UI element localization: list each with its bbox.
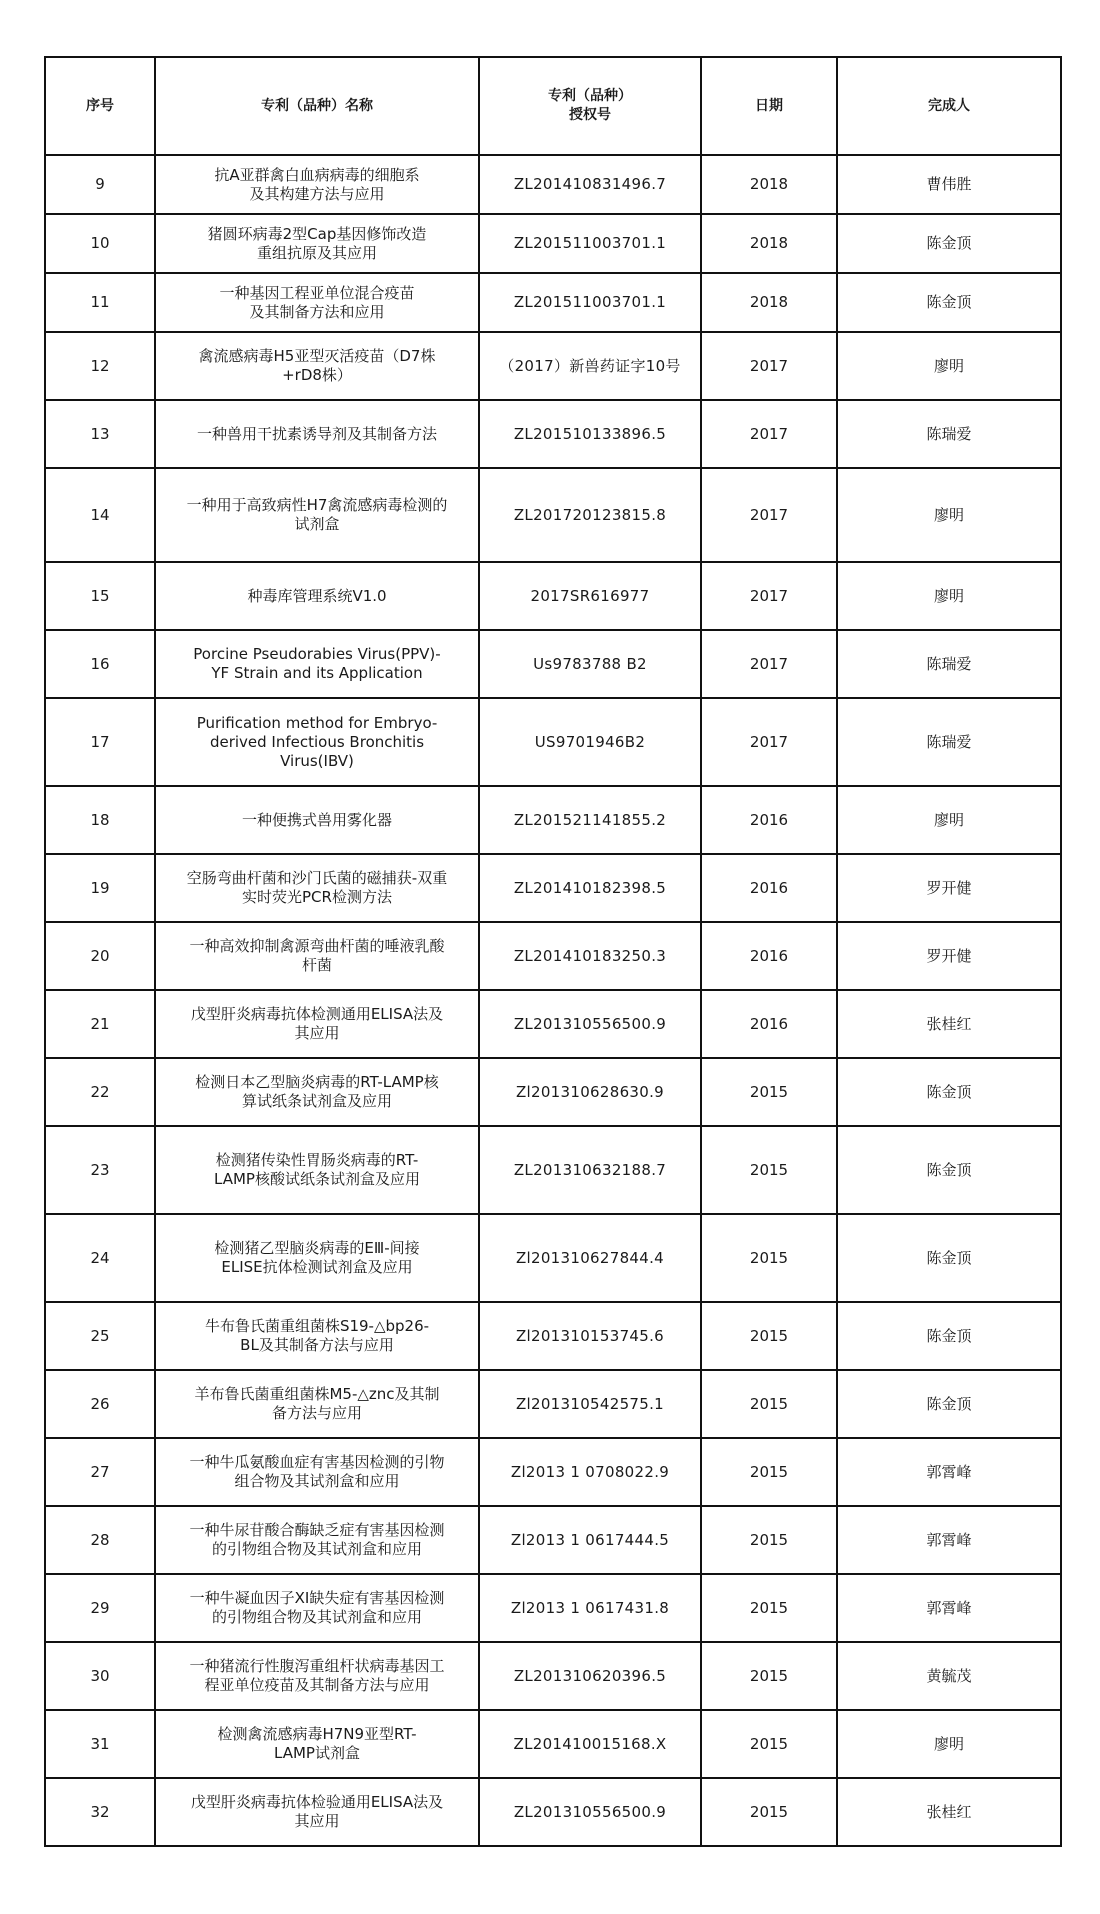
cell-person: 郭霄峰: [837, 1506, 1061, 1574]
cell-person: 陈瑞爱: [837, 630, 1061, 698]
cell-person: 陈金顶: [837, 1302, 1061, 1370]
cell-auth: ZL201310632188.7: [479, 1126, 701, 1214]
cell-name: [155, 1302, 479, 1370]
cell-name: [155, 922, 479, 990]
cell-seq: 27: [45, 1438, 155, 1506]
cell-auth: Us9783788 B2: [479, 630, 701, 698]
cell-seq: 17: [45, 698, 155, 786]
cell-person: 曹伟胜: [837, 155, 1061, 214]
cell-name-line: 一种用于高致病性H7禽流感病毒检测的: [186, 496, 448, 514]
cell-name-line: 的引物组合物及其试剂盒和应用: [211, 1608, 422, 1626]
table-row: [45, 214, 1061, 273]
table-row: [45, 1778, 1061, 1846]
table-row: [45, 400, 1061, 468]
cell-person: 陈金顶: [837, 273, 1061, 332]
cell-seq: 13: [45, 400, 155, 468]
table-row: [45, 1058, 1061, 1126]
cell-name-line: 组合物及其试剂盒和应用: [234, 1472, 400, 1490]
cell-name-line: 戊型肝炎病毒抗体检验通用ELISA法及: [190, 1793, 444, 1811]
cell-name: [155, 468, 479, 562]
table-row: [45, 273, 1061, 332]
cell-auth: Zl201310153745.6: [479, 1302, 701, 1370]
cell-person: 陈金顶: [837, 214, 1061, 273]
cell-person: 陈瑞爱: [837, 698, 1061, 786]
cell-name-line: Porcine Pseudorabies Virus(PPV)-: [193, 645, 441, 663]
cell-name: [155, 1126, 479, 1214]
cell-name: [155, 1778, 479, 1846]
cell-seq: 25: [45, 1302, 155, 1370]
cell-auth: ZL201510133896.5: [479, 400, 701, 468]
cell-date: 2015: [701, 1778, 837, 1846]
cell-name: [155, 400, 479, 468]
table-row: [45, 922, 1061, 990]
table-body: [45, 155, 1061, 1846]
cell-date: 2016: [701, 990, 837, 1058]
cell-seq: 24: [45, 1214, 155, 1302]
cell-name-line: 其应用: [294, 1024, 340, 1042]
cell-name-line: derived Infectious Bronchitis: [209, 732, 425, 751]
cell-seq: 11: [45, 273, 155, 332]
cell-name-line: 杆菌: [301, 956, 332, 974]
cell-seq: 30: [45, 1642, 155, 1710]
cell-name-line: 程亚单位疫苗及其制备方法与应用: [204, 1676, 430, 1694]
cell-date: 2015: [701, 1574, 837, 1642]
cell-name-line: 一种牛尿苷酸合酶缺乏症有害基因检测: [189, 1521, 445, 1539]
cell-name-line: 牛布鲁氏菌重组菌株S19-△bp26-: [204, 1317, 430, 1335]
cell-date: 2015: [701, 1506, 837, 1574]
cell-name: [155, 273, 479, 332]
cell-name-line: ELISE抗体检测试剂盒及应用: [221, 1258, 413, 1276]
cell-name-line: 种毒库管理系统V1.0: [247, 586, 387, 605]
cell-date: 2017: [701, 698, 837, 786]
cell-name-line: LAMP试剂盒: [274, 1744, 360, 1762]
cell-name: [155, 786, 479, 854]
cell-date: 2015: [701, 1126, 837, 1214]
cell-person: 陈金顶: [837, 1370, 1061, 1438]
cell-person: 陈瑞爱: [837, 400, 1061, 468]
cell-name: [155, 1058, 479, 1126]
cell-name: [155, 854, 479, 922]
cell-seq: 10: [45, 214, 155, 273]
cell-name-line: 检测猪乙型脑炎病毒的EⅢ-间接: [214, 1239, 420, 1257]
header-auth-line2: 授权号: [569, 107, 611, 123]
cell-name: [155, 1438, 479, 1506]
cell-auth: Zl201310628630.9: [479, 1058, 701, 1126]
cell-name-line: Purification method for Embryo-: [196, 713, 438, 732]
cell-date: 2015: [701, 1058, 837, 1126]
cell-name-line: 一种牛凝血因子XI缺失症有害基因检测: [189, 1589, 445, 1607]
table-row: [45, 786, 1061, 854]
cell-name-line: 禽流感病毒H5亚型灭活疫苗（D7株: [198, 347, 436, 365]
cell-date: 2015: [701, 1642, 837, 1710]
cell-name: [155, 1574, 479, 1642]
header-name: 专利（品种）名称: [155, 57, 479, 155]
cell-name-line: 一种猪流行性腹泻重组杆状病毒基因工: [189, 1657, 445, 1675]
cell-name-line: 检测日本乙型脑炎病毒的RT-LAMP核: [195, 1073, 439, 1091]
cell-date: 2018: [701, 214, 837, 273]
table-row: [45, 332, 1061, 400]
table-row: [45, 1574, 1061, 1642]
cell-name: [155, 1370, 479, 1438]
cell-name-line: YF Strain and its Application: [211, 664, 423, 682]
cell-seq: 15: [45, 562, 155, 630]
table-row: [45, 698, 1061, 786]
cell-auth: ZL201410183250.3: [479, 922, 701, 990]
cell-date: 2015: [701, 1370, 837, 1438]
cell-name-line: 猪圆环病毒2型Cap基因修饰改造: [207, 224, 427, 243]
cell-seq: 12: [45, 332, 155, 400]
cell-auth: ZL201410831496.7: [479, 155, 701, 214]
cell-name-line: 羊布鲁氏菌重组菌株M5-△znc及其制: [194, 1385, 440, 1403]
cell-name-line: Virus(IBV): [280, 751, 354, 770]
cell-person: 郭霄峰: [837, 1438, 1061, 1506]
cell-name-line: 的引物组合物及其试剂盒和应用: [211, 1540, 422, 1558]
table-row: [45, 1214, 1061, 1302]
cell-name: [155, 630, 479, 698]
table-row: [45, 990, 1061, 1058]
cell-seq: 22: [45, 1058, 155, 1126]
cell-auth: ZL201720123815.8: [479, 468, 701, 562]
cell-name: [155, 214, 479, 273]
cell-name: [155, 990, 479, 1058]
cell-seq: 9: [45, 155, 155, 214]
cell-seq: 28: [45, 1506, 155, 1574]
cell-date: 2018: [701, 155, 837, 214]
table-row: [45, 155, 1061, 214]
cell-name-line: 空肠弯曲杆菌和沙门氏菌的磁捕获-双重: [186, 869, 448, 887]
cell-seq: 14: [45, 468, 155, 562]
cell-person: 廖明: [837, 1710, 1061, 1778]
cell-date: 2017: [701, 400, 837, 468]
table-row: [45, 468, 1061, 562]
cell-name-line: 检测猪传染性胃肠炎病毒的RT-: [215, 1151, 419, 1169]
cell-name-line: +rD8株）: [282, 366, 352, 384]
cell-auth: ZL201511003701.1: [479, 273, 701, 332]
cell-person: 廖明: [837, 468, 1061, 562]
cell-name: [155, 155, 479, 214]
cell-date: 2015: [701, 1214, 837, 1302]
cell-name-line: 试剂盒: [294, 515, 340, 533]
patent-table: [44, 56, 1062, 1847]
cell-date: 2017: [701, 630, 837, 698]
cell-name: [155, 332, 479, 400]
cell-auth: （2017）新兽药证字10号: [479, 332, 701, 400]
cell-name: [155, 562, 479, 630]
cell-name-line: 一种基因工程亚单位混合疫苗: [219, 283, 415, 302]
cell-name-line: 一种便携式兽用雾化器: [241, 810, 392, 829]
cell-date: 2015: [701, 1710, 837, 1778]
cell-name-line: 一种兽用干扰素诱导剂及其制备方法: [196, 424, 437, 443]
header-auth: [479, 57, 701, 155]
cell-auth: US9701946B2: [479, 698, 701, 786]
cell-name: [155, 1506, 479, 1574]
table-row: [45, 854, 1061, 922]
cell-seq: 26: [45, 1370, 155, 1438]
cell-seq: 32: [45, 1778, 155, 1846]
header-date: 日期: [701, 57, 837, 155]
cell-date: 2017: [701, 468, 837, 562]
table-row: [45, 1370, 1061, 1438]
cell-name-line: 检测禽流感病毒H7N9亚型RT-: [217, 1725, 417, 1743]
cell-name-line: 一种高效抑制禽源弯曲杆菌的唾液乳酸: [189, 937, 445, 955]
table-row: [45, 562, 1061, 630]
cell-name-line: 及其制备方法和应用: [249, 302, 385, 321]
cell-auth: ZL201410182398.5: [479, 854, 701, 922]
cell-auth: ZL201521141855.2: [479, 786, 701, 854]
cell-date: 2017: [701, 562, 837, 630]
cell-person: 廖明: [837, 786, 1061, 854]
cell-seq: 18: [45, 786, 155, 854]
table-header-row: [45, 57, 1061, 155]
cell-date: 2015: [701, 1302, 837, 1370]
table-row: [45, 1710, 1061, 1778]
cell-person: 罗开健: [837, 922, 1061, 990]
cell-person: 廖明: [837, 332, 1061, 400]
cell-name-line: 戊型肝炎病毒抗体检测通用ELISA法及: [190, 1005, 444, 1023]
cell-name-line: 一种牛瓜氨酸血症有害基因检测的引物: [189, 1453, 445, 1471]
cell-name-line: 抗A亚群禽白血病病毒的细胞系: [214, 165, 420, 184]
cell-name-line: 算试纸条试剂盒及应用: [241, 1092, 392, 1110]
cell-date: 2018: [701, 273, 837, 332]
cell-auth: ZL201310620396.5: [479, 1642, 701, 1710]
cell-seq: 16: [45, 630, 155, 698]
cell-name-line: 其应用: [294, 1812, 340, 1830]
cell-name: [155, 1642, 479, 1710]
cell-date: 2016: [701, 854, 837, 922]
cell-name-line: BL及其制备方法与应用: [240, 1336, 394, 1354]
cell-auth: ZL201410015168.X: [479, 1710, 701, 1778]
table-row: [45, 1126, 1061, 1214]
table-row: [45, 1438, 1061, 1506]
table-row: [45, 1642, 1061, 1710]
cell-auth: Zl201310627844.4: [479, 1214, 701, 1302]
cell-person: 陈金顶: [837, 1058, 1061, 1126]
cell-seq: 19: [45, 854, 155, 922]
cell-auth: Zl2013 1 0708022.9: [479, 1438, 701, 1506]
cell-seq: 20: [45, 922, 155, 990]
cell-name-line: 重组抗原及其应用: [256, 243, 377, 262]
header-seq: 序号: [45, 57, 155, 155]
cell-date: 2015: [701, 1438, 837, 1506]
cell-person: 张桂红: [837, 1778, 1061, 1846]
cell-auth: ZL201310556500.9: [479, 1778, 701, 1846]
table-row: [45, 1506, 1061, 1574]
cell-name: [155, 1214, 479, 1302]
cell-auth: Zl2013 1 0617431.8: [479, 1574, 701, 1642]
cell-person: 陈金顶: [837, 1126, 1061, 1214]
cell-name: [155, 698, 479, 786]
cell-name-line: LAMP核酸试纸条试剂盒及应用: [214, 1170, 420, 1188]
cell-auth: 2017SR616977: [479, 562, 701, 630]
cell-date: 2017: [701, 332, 837, 400]
cell-seq: 29: [45, 1574, 155, 1642]
cell-person: 张桂红: [837, 990, 1061, 1058]
cell-person: 黄毓茂: [837, 1642, 1061, 1710]
cell-person: 陈金顶: [837, 1214, 1061, 1302]
cell-auth: Zl2013 1 0617444.5: [479, 1506, 701, 1574]
cell-name-line: 及其构建方法与应用: [249, 184, 385, 203]
cell-auth: ZL201310556500.9: [479, 990, 701, 1058]
cell-name-line: 实时荧光PCR检测方法: [242, 888, 392, 906]
cell-person: 罗开健: [837, 854, 1061, 922]
cell-auth: Zl201310542575.1: [479, 1370, 701, 1438]
cell-person: 郭霄峰: [837, 1574, 1061, 1642]
cell-date: 2016: [701, 786, 837, 854]
cell-auth: ZL201511003701.1: [479, 214, 701, 273]
header-auth-line1: 专利（品种）: [548, 88, 632, 104]
table-row: [45, 630, 1061, 698]
cell-person: 廖明: [837, 562, 1061, 630]
table-row: [45, 1302, 1061, 1370]
cell-name: [155, 1710, 479, 1778]
cell-date: 2016: [701, 922, 837, 990]
cell-seq: 23: [45, 1126, 155, 1214]
cell-seq: 21: [45, 990, 155, 1058]
cell-seq: 31: [45, 1710, 155, 1778]
header-person: 完成人: [837, 57, 1061, 155]
cell-name-line: 备方法与应用: [271, 1404, 362, 1422]
